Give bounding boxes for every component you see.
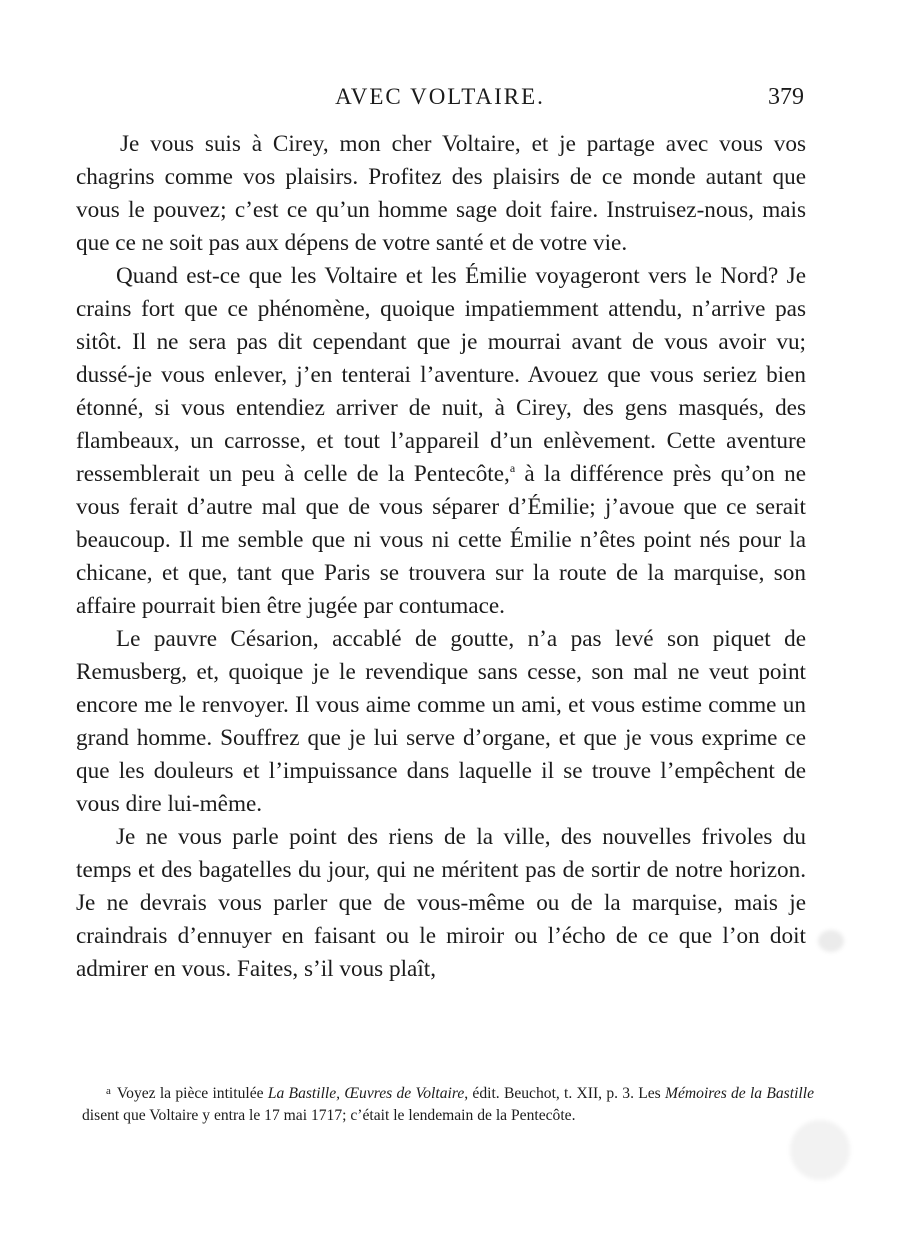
- footnote-reference: a: [509, 461, 516, 475]
- paragraph-3: Le pauvre Césarion, accablé de goutte, n’a pas levé son piquet de Remusberg, et, quoique je le revendique sans cesse, son mal ne veut point encore me le renvoyer. Il vous aime comme un ami, et vous estime comme un grand homme. Souffrez que je lui serve d’organe, et que je vous exprime ce que les douleurs et l’impuissance dans laquelle il se trouve l’empêchent de vous dire lui-même.: [76, 626, 806, 817]
- paper-foxing-spot: [818, 930, 844, 952]
- page-header: [76, 84, 804, 116]
- paper-foxing-spot: [790, 1120, 850, 1180]
- footnote-text-2: , édit. Beuchot, t. XII, p. 3. Les: [464, 1085, 665, 1102]
- footnote-title-2: Mémoires de la Bastille: [664, 1085, 814, 1102]
- footnote-text-1: Voyez la pièce intitulée: [116, 1085, 268, 1102]
- page-number: 379: [768, 84, 804, 110]
- paragraph-1: Je vous suis à Cirey, mon cher Voltaire, et je partage avec vous vos chagrins comme vos plaisirs. Profitez des plaisirs de ce monde autant que vous le pouvez; c’est ce qu’un homme sage doit faire. Instruisez-nous, mais que ce ne soit pas aux dépens de votre santé et de votre vie.: [76, 131, 806, 256]
- footnotes: [82, 1080, 814, 1127]
- footnote-title-1: La Bastille, Œuvres de Voltaire: [267, 1085, 465, 1102]
- footnote-a: [82, 1080, 814, 1127]
- paragraph-2: [76, 260, 806, 623]
- paragraph-2-text-before: Quand est-ce que les Voltaire et les Émilie voyageront vers le Nord? Je crains fort que ce phénomène, quoique impatiemment attendu, n’arrive pas sitôt. Il ne sera pas dit cependant que je mourrai avant de vous avoir vu; dussé-je vous enlever, j’en tenterai l’aventure. Avouez que vous seriez bien étonné, si vous entendiez arriver de nuit, à Cirey, des gens masqués, des flambeaux, un carrosse, et tout l’appareil d’un enlèvement. Cette aventure ressemblerait un peu à celle de la Pentecôte,: [76, 263, 806, 487]
- footnote-mark: a: [106, 1085, 111, 1097]
- main-text: [76, 128, 806, 986]
- paragraph-4: Je ne vous parle point des riens de la ville, des nouvelles frivoles du temps et des bagatelles du jour, qui ne méritent pas de sortir de notre horizon. Je ne devrais vous parler que de vous-même ou de la marquise, mais je craindrais d’ennuyer en faisant ou le miroir ou l’écho de ce que l’on doit admirer en vous. Faites, s’il vous plaît,: [76, 824, 806, 982]
- footnote-text-3: disent que Voltaire y entra le 17 mai 1717; c’était le lendemain de la Pentecôte.: [82, 1107, 576, 1124]
- paragraph-2-text-after: à la différence près qu’on ne vous ferait d’autre mal que de vous séparer d’Émilie; j’avoue que ce serait beaucoup. Il me semble que ni vous ni cette Émilie n’êtes point nés pour la chicane, et que, tant que Paris se trouvera sur la route de la marquise, son affaire pourrait bien être jugée par contumace.: [76, 461, 806, 619]
- running-head: AVEC VOLTAIRE.: [335, 84, 545, 109]
